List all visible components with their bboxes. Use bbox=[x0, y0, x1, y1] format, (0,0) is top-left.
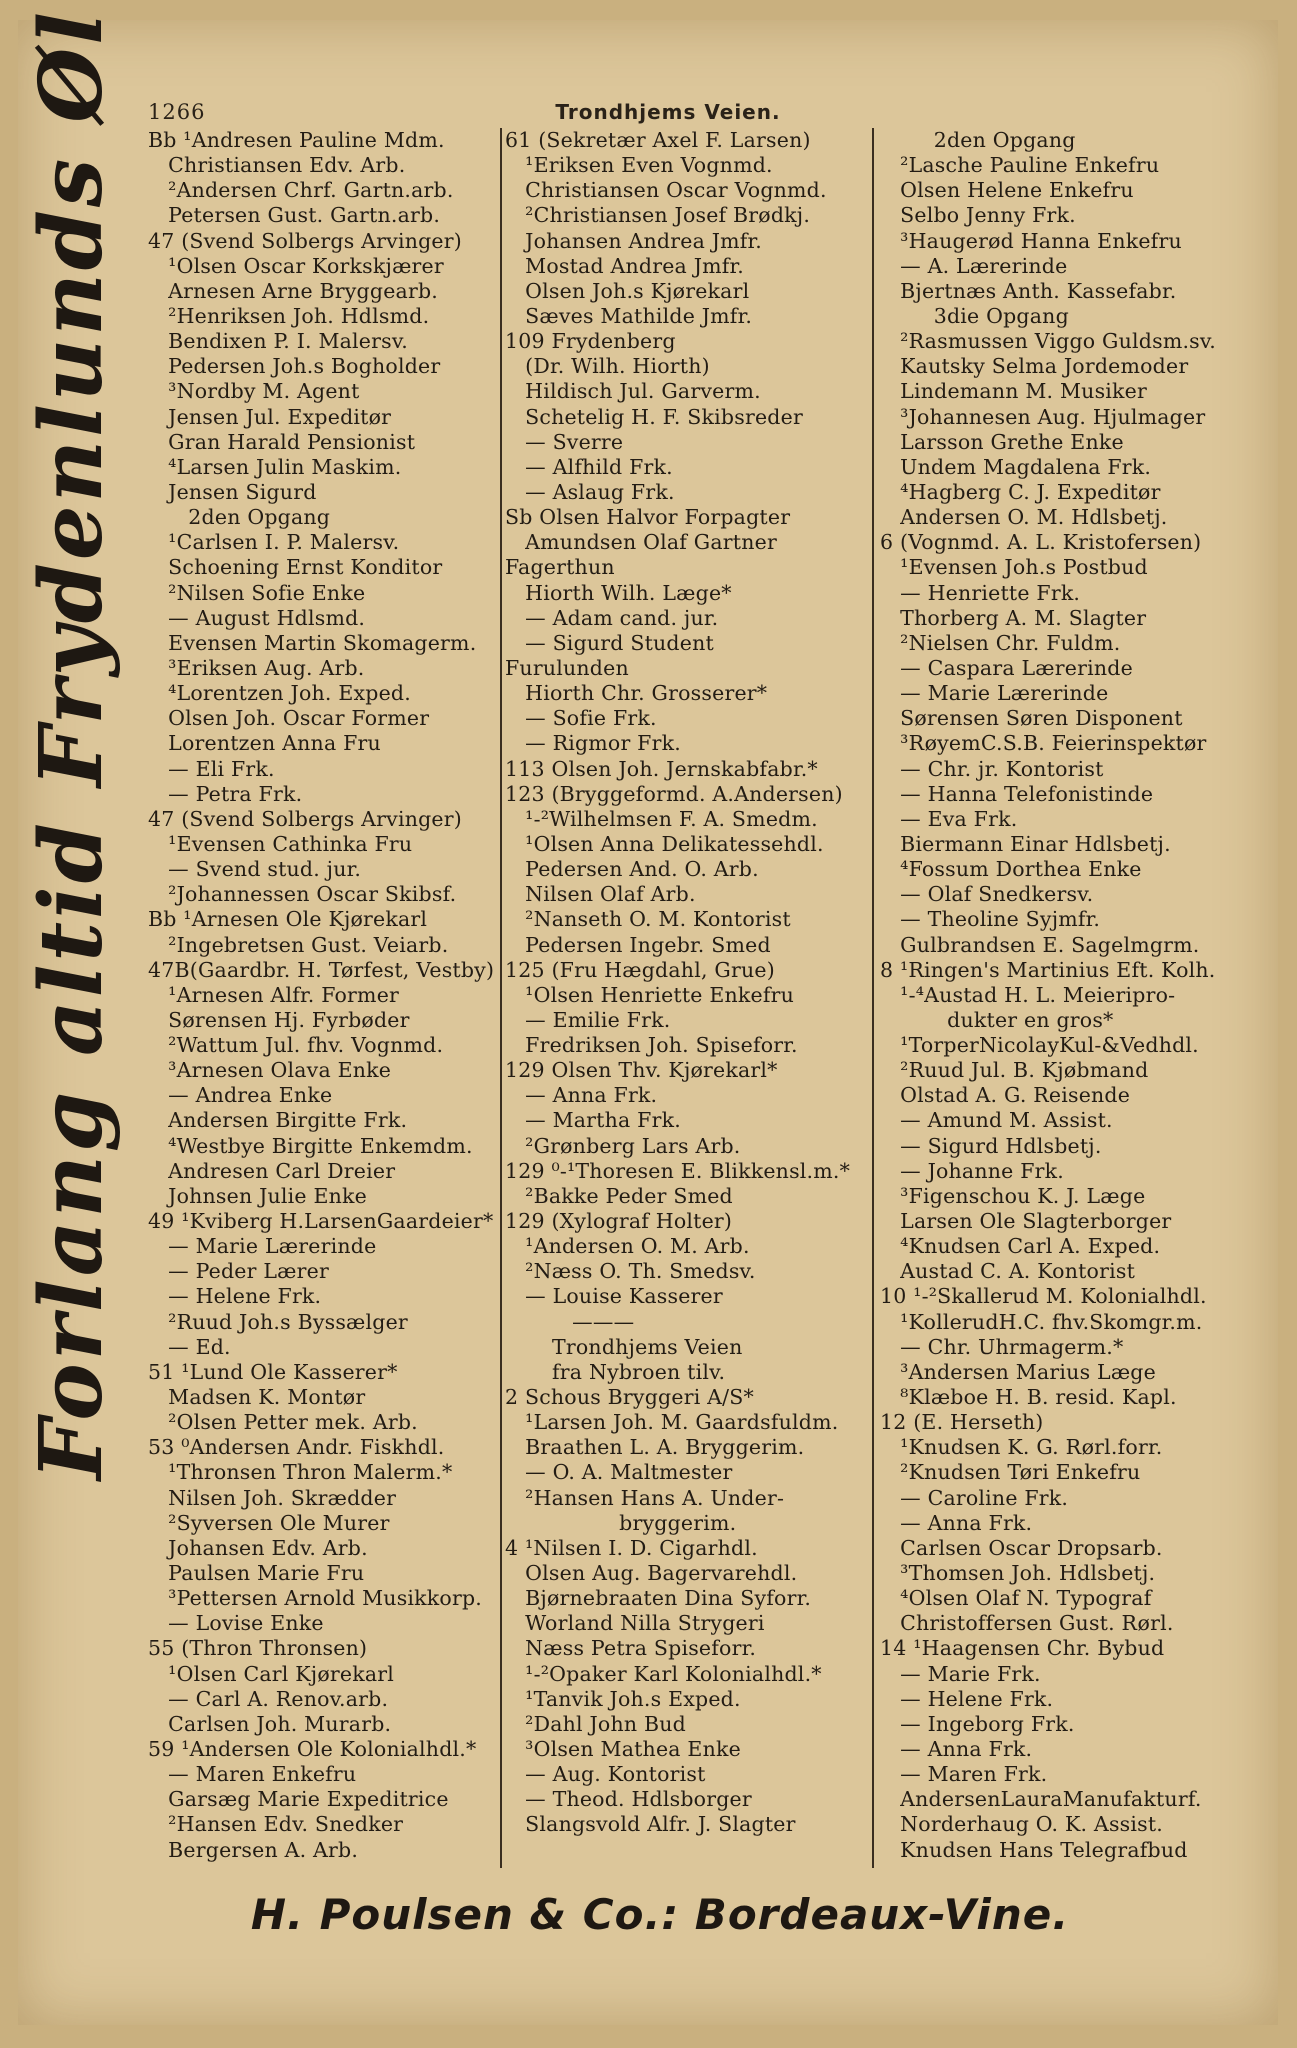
directory-entry: ¹Evensen Cathinka Fru bbox=[148, 831, 413, 856]
directory-entry: — Marie Lærerinde bbox=[148, 1234, 377, 1259]
directory-entry: ³Johannesen Aug. Hjulmager bbox=[880, 404, 1206, 429]
directory-entry: ⁴Larsen Julin Maskim. bbox=[148, 454, 402, 479]
directory-entry: 61 (Sekretær Axel F. Larsen) bbox=[505, 128, 811, 152]
directory-entry: Nilsen Joh. Skrædder bbox=[148, 1485, 397, 1510]
directory-entry: 129 (Xylograf Holter) bbox=[505, 1209, 733, 1234]
directory-entry: — Henriette Frk. bbox=[880, 580, 1081, 605]
directory-entry: 113 Olsen Joh. Jernskabfabr.* bbox=[505, 756, 818, 781]
directory-column-1 bbox=[148, 128, 496, 1863]
directory-entry: ²Nielsen Chr. Fuldm. bbox=[880, 630, 1121, 655]
directory-entry: Sb Olsen Halvor Forpagter bbox=[505, 505, 791, 530]
directory-entry: ⁴Olsen Olaf N. Typograf bbox=[880, 1586, 1152, 1611]
directory-entry: 59 ¹Andersen Ole Kolonialhdl.* bbox=[148, 1737, 477, 1761]
directory-entry: Bjørnebraaten Dina Syforr. bbox=[505, 1586, 812, 1611]
directory-entry: 49 ¹Kviberg H.LarsenGaardeier* bbox=[148, 1209, 494, 1234]
directory-entry: Arnesen Arne Bryggearb. bbox=[148, 278, 438, 303]
directory-entry: ¹Olsen Henriette Enkefru bbox=[505, 982, 795, 1007]
directory-entry: 47 (Svend Solbergs Arvinger) bbox=[148, 228, 462, 253]
directory-entry: — Alfhild Frk. bbox=[505, 454, 673, 479]
directory-entry: 47B(Gaardbr. H. Tørfest, Vestby) bbox=[148, 957, 495, 982]
directory-entry: Johnsen Julie Enke bbox=[148, 1183, 367, 1208]
directory-entry: Gran Harald Pensionist bbox=[148, 429, 416, 454]
directory-entry: ²Næss O. Th. Smedsv. bbox=[505, 1259, 756, 1284]
directory-entry: — Rigmor Frk. bbox=[505, 731, 681, 756]
directory-entry: Petersen Gust. Gartn.arb. bbox=[148, 203, 441, 228]
directory-entry: ²Ruud Jul. B. Kjøbmand bbox=[880, 1058, 1149, 1083]
directory-entry: ⁴Lorentzen Joh. Exped. bbox=[148, 681, 411, 706]
directory-entry: 2den Opgang bbox=[148, 505, 331, 530]
directory-entry: Undem Magdalena Frk. bbox=[880, 454, 1152, 479]
directory-entry: AndersenLauraManufakturf. bbox=[880, 1787, 1202, 1812]
directory-entry: — Chr. Uhrmagerm.* bbox=[880, 1334, 1124, 1359]
directory-entry: — Marie Lærerinde bbox=[880, 681, 1109, 706]
directory-entry: Nilsen Olaf Arb. bbox=[505, 882, 696, 907]
directory-entry: 8 ¹Ringen's Martinius Eft. Kolh. bbox=[880, 957, 1216, 982]
directory-entry: Schetelig H. F. Skibsreder bbox=[505, 404, 803, 429]
directory-entry: 47 (Svend Solbergs Arvinger) bbox=[148, 806, 462, 831]
directory-entry: Fagerthun bbox=[505, 555, 615, 580]
directory-column-3 bbox=[880, 128, 1250, 1863]
directory-entry: ——— bbox=[505, 1309, 635, 1334]
directory-entry: Sørensen Hj. Fyrbøder bbox=[148, 1007, 410, 1032]
directory-entry: Selbo Jenny Frk. bbox=[880, 203, 1076, 228]
directory-entry: 6 (Vognmd. A. L. Kristofersen) bbox=[880, 530, 1202, 555]
directory-entry: 14 ¹Haagensen Chr. Bybud bbox=[880, 1636, 1165, 1661]
directory-entry: — Sigurd Student bbox=[505, 630, 714, 655]
directory-entry: Christoffersen Gust. Rørl. bbox=[880, 1611, 1174, 1636]
directory-entry: ²Nilsen Sofie Enke bbox=[148, 580, 366, 605]
page-number: 1266 bbox=[148, 100, 206, 124]
directory-entry: Austad C. A. Kontorist bbox=[880, 1259, 1136, 1284]
directory-entry: ²Syversen Ole Murer bbox=[148, 1510, 390, 1535]
directory-entry: ¹Andersen O. M. Arb. bbox=[505, 1234, 750, 1259]
directory-entry: dukter en gros* bbox=[880, 1007, 1114, 1032]
directory-entry: Christiansen Edv. Arb. bbox=[148, 153, 406, 178]
directory-entry: 2den Opgang bbox=[880, 128, 1076, 152]
directory-entry: ¹-⁴Austad H. L. Meieripro- bbox=[880, 982, 1176, 1007]
directory-entry: Biermann Einar Hdlsbetj. bbox=[880, 831, 1171, 856]
directory-entry: Olsen Aug. Bagervarehdl. bbox=[505, 1561, 798, 1586]
directory-entry: 2 Schous Bryggeri A/S* bbox=[505, 1385, 754, 1410]
directory-entry: ²Henriksen Joh. Hdlsmd. bbox=[148, 303, 430, 328]
directory-entry: ²Christiansen Josef Brødkj. bbox=[505, 203, 811, 228]
directory-entry: Kautsky Selma Jordemoder bbox=[880, 354, 1189, 379]
directory-entry: Evensen Martin Skomagerm. bbox=[148, 630, 477, 655]
column-divider bbox=[872, 128, 874, 1868]
directory-entry: ⁸Klæboe H. B. resid. Kapl. bbox=[880, 1385, 1177, 1410]
directory-entry: — Olaf Snedkersv. bbox=[880, 882, 1094, 907]
directory-entry: Bb ¹Andresen Pauline Mdm. bbox=[148, 128, 445, 152]
directory-entry: Pedersen Ingebr. Smed bbox=[505, 932, 771, 957]
directory-entry: Carlsen Oscar Dropsarb. bbox=[880, 1535, 1163, 1560]
directory-entry: ²Ruud Joh.s Byssælger bbox=[148, 1309, 408, 1334]
directory-entry: — Eva Frk. bbox=[880, 806, 1018, 831]
directory-entry: ²Knudsen Tøri Enkefru bbox=[880, 1460, 1141, 1485]
directory-entry: Bendixen P. I. Malersv. bbox=[148, 329, 408, 354]
directory-entry: Johansen Edv. Arb. bbox=[148, 1535, 368, 1560]
directory-entry: Fredriksen Joh. Spiseforr. bbox=[505, 1033, 798, 1058]
directory-entry: Gulbrandsen E. Sagelmgrm. bbox=[880, 932, 1200, 957]
directory-entry: Hiorth Chr. Grosserer* bbox=[505, 681, 768, 706]
directory-entry: — Andrea Enke bbox=[148, 1083, 333, 1108]
directory-entry: 55 (Thron Thronsen) bbox=[148, 1636, 368, 1661]
directory-entry: — Anna Frk. bbox=[880, 1737, 1033, 1761]
directory-entry: 4 ¹Nilsen I. D. Cigarhdl. bbox=[505, 1535, 758, 1560]
directory-entry: 12 (E. Herseth) bbox=[880, 1410, 1044, 1435]
directory-entry: ²Johannessen Oscar Skibsf. bbox=[148, 882, 457, 907]
directory-entry: Slangsvold Alfr. J. Slagter bbox=[505, 1812, 796, 1837]
directory-entry: ³Thomsen Joh. Hdlsbetj. bbox=[880, 1561, 1156, 1586]
directory-entry: — August Hdlsmd. bbox=[148, 605, 366, 630]
directory-entry: 123 (Bryggeformd. A.Andersen) bbox=[505, 781, 843, 806]
directory-entry: — Aug. Kontorist bbox=[505, 1762, 706, 1787]
directory-entry: — Caroline Frk. bbox=[880, 1485, 1069, 1510]
bottom-advertisement: H. Poulsen & Co.: Bordeaux-Vine. bbox=[250, 1890, 1070, 1939]
directory-entry: ³Haugerød Hanna Enkefru bbox=[880, 228, 1182, 253]
directory-entry: — Amund M. Assist. bbox=[880, 1108, 1113, 1133]
directory-entry: Olsen Helene Enkefru bbox=[880, 178, 1134, 203]
directory-entry: — Marie Frk. bbox=[880, 1661, 1041, 1686]
directory-entry: Amundsen Olaf Gartner bbox=[505, 530, 777, 555]
directory-entry: — Adam cand. jur. bbox=[505, 605, 719, 630]
directory-entry: Bergersen A. Arb. bbox=[148, 1837, 359, 1862]
directory-entry: — Sverre bbox=[505, 429, 624, 454]
directory-entry: bryggerim. bbox=[505, 1510, 737, 1535]
directory-entry: ²Ingebretsen Gust. Veiarb. bbox=[148, 932, 449, 957]
directory-entry: ²Grønberg Lars Arb. bbox=[505, 1133, 741, 1158]
directory-entry: ²Hansen Edv. Snedker bbox=[148, 1812, 404, 1837]
directory-entry: ²Dahl John Bud bbox=[505, 1711, 686, 1736]
directory-entry: Trondhjems Veien bbox=[505, 1334, 743, 1359]
directory-entry: — Martha Frk. bbox=[505, 1108, 681, 1133]
directory-entry: Thorberg A. M. Slagter bbox=[880, 605, 1147, 630]
directory-entry: ²Lasche Pauline Enkefru bbox=[880, 153, 1160, 178]
directory-entry: Larsen Ole Slagterborger bbox=[880, 1209, 1172, 1234]
directory-entry: Madsen K. Montør bbox=[148, 1385, 366, 1410]
directory-entry: — Helene Frk. bbox=[148, 1284, 322, 1309]
directory-entry: — Petra Frk. bbox=[148, 781, 303, 806]
directory-entry: ³RøyemC.S.B. Feierinspektør bbox=[880, 731, 1207, 756]
directory-entry: ³Andersen Marius Læge bbox=[880, 1359, 1156, 1384]
directory-entry: ³Olsen Mathea Enke bbox=[505, 1737, 741, 1761]
directory-entry: Garsæg Marie Expeditrice bbox=[148, 1787, 449, 1812]
directory-entry: ¹Evensen Joh.s Postbud bbox=[880, 555, 1148, 580]
directory-entry: ²Wattum Jul. fhv. Vognmd. bbox=[148, 1033, 444, 1058]
directory-entry: — Emilie Frk. bbox=[505, 1007, 671, 1032]
directory-entry: ³Figenschou K. J. Læge bbox=[880, 1183, 1146, 1208]
directory-entry: — A. Lærerinde bbox=[880, 253, 1068, 278]
directory-entry: — Svend stud. jur. bbox=[148, 857, 362, 882]
directory-entry: Hiorth Wilh. Læge* bbox=[505, 580, 732, 605]
directory-entry: — Theod. Hdlsborger bbox=[505, 1787, 752, 1812]
directory-entry: Bjertnæs Anth. Kassefabr. bbox=[880, 278, 1177, 303]
directory-entry: Worland Nilla Strygeri bbox=[505, 1611, 765, 1636]
directory-entry: 125 (Fru Hægdahl, Grue) bbox=[505, 957, 775, 982]
directory-entry: fra Nybroen tilv. bbox=[505, 1359, 726, 1384]
directory-entry: ¹Larsen Joh. M. Gaardsfuldm. bbox=[505, 1410, 839, 1435]
directory-column-2 bbox=[505, 128, 867, 1838]
directory-entry: — Anna Frk. bbox=[880, 1510, 1033, 1535]
directory-entry: — Aslaug Frk. bbox=[505, 479, 675, 504]
side-advertisement: Forlang altid Frydenlunds Øl bbox=[21, 9, 122, 1480]
directory-entry: Norderhaug O. K. Assist. bbox=[880, 1812, 1164, 1837]
directory-entry: Andersen Birgitte Frk. bbox=[148, 1108, 408, 1133]
directory-entry: Schoening Ernst Konditor bbox=[148, 555, 443, 580]
directory-entry: ¹Knudsen K. G. Rørl.forr. bbox=[880, 1435, 1163, 1460]
directory-entry: Sæves Mathilde Jmfr. bbox=[505, 303, 753, 328]
directory-entry: 53 ⁰Andersen Andr. Fiskhdl. bbox=[148, 1435, 445, 1460]
directory-entry: — Chr. jr. Kontorist bbox=[880, 756, 1104, 781]
directory-entry: Jensen Jul. Expeditør bbox=[148, 404, 392, 429]
directory-entry: Braathen L. A. Bryggerim. bbox=[505, 1435, 805, 1460]
directory-entry: Paulsen Marie Fru bbox=[148, 1561, 365, 1586]
directory-entry: ⁴Knudsen Carl A. Exped. bbox=[880, 1234, 1161, 1259]
directory-entry: — Louise Kasserer bbox=[505, 1284, 723, 1309]
directory-entry: ⁴Fossum Dorthea Enke bbox=[880, 857, 1142, 882]
directory-entry: ¹Thronsen Thron Malerm.* bbox=[148, 1460, 453, 1485]
directory-entry: ¹-²Wilhelmsen F. A. Smedm. bbox=[505, 806, 818, 831]
directory-entry: Jensen Sigurd bbox=[148, 479, 317, 504]
directory-entry: — Peder Lærer bbox=[148, 1259, 329, 1284]
directory-entry: 3die Opgang bbox=[880, 303, 1069, 328]
directory-entry: — O. A. Maltmester bbox=[505, 1460, 733, 1485]
directory-entry: Sørensen Søren Disponent bbox=[880, 706, 1183, 731]
directory-entry: ³Arnesen Olava Enke bbox=[148, 1058, 392, 1083]
directory-entry: — Hanna Telefonistinde bbox=[880, 781, 1154, 806]
directory-entry: (Dr. Wilh. Hiorth) bbox=[505, 354, 710, 379]
directory-entry: ²Hansen Hans A. Under- bbox=[505, 1485, 785, 1510]
directory-entry: ²Olsen Petter mek. Arb. bbox=[148, 1410, 418, 1435]
directory-entry: Næss Petra Spiseforr. bbox=[505, 1636, 757, 1661]
directory-entry: Olsen Joh. Oscar Former bbox=[148, 706, 430, 731]
directory-entry: ²Rasmussen Viggo Guldsm.sv. bbox=[880, 329, 1216, 354]
directory-entry: — Maren Frk. bbox=[880, 1762, 1048, 1787]
directory-entry: Carlsen Joh. Murarb. bbox=[148, 1711, 392, 1736]
directory-entry: — Eli Frk. bbox=[148, 756, 275, 781]
directory-entry: 129 Olsen Thv. Kjørekarl* bbox=[505, 1058, 778, 1083]
directory-entry: ¹Eriksen Even Vognmd. bbox=[505, 153, 773, 178]
directory-entry: ²Bakke Peder Smed bbox=[505, 1183, 733, 1208]
directory-entry: Larsson Grethe Enke bbox=[880, 429, 1124, 454]
directory-entry: — Ingeborg Frk. bbox=[880, 1711, 1075, 1736]
directory-entry: ¹Tanvik Joh.s Exped. bbox=[505, 1686, 741, 1711]
directory-entry: ³Pettersen Arnold Musikkorp. bbox=[148, 1586, 482, 1611]
directory-entry: Mostad Andrea Jmfr. bbox=[505, 253, 745, 278]
directory-entry: Olstad A. G. Reisende bbox=[880, 1083, 1131, 1108]
directory-entry: Bb ¹Arnesen Ole Kjørekarl bbox=[148, 907, 428, 932]
directory-entry: — Sigurd Hdlsbetj. bbox=[880, 1133, 1102, 1158]
directory-entry: ¹Olsen Carl Kjørekarl bbox=[148, 1661, 395, 1686]
directory-entry: Knudsen Hans Telegrafbud bbox=[880, 1837, 1188, 1862]
directory-entry: Pedersen Joh.s Bogholder bbox=[148, 354, 441, 379]
directory-entry: ¹TorperNicolayKul-&Vedhdl. bbox=[880, 1033, 1199, 1058]
directory-entry: — Helene Frk. bbox=[880, 1686, 1054, 1711]
directory-entry: — Lovise Enke bbox=[148, 1611, 324, 1636]
page-title: Trondhjems Veien. bbox=[555, 100, 781, 124]
directory-entry: Christiansen Oscar Vognmd. bbox=[505, 178, 827, 203]
directory-entry: ¹KollerudH.C. fhv.Skomgr.m. bbox=[880, 1309, 1203, 1334]
directory-entry: — Maren Enkefru bbox=[148, 1762, 357, 1787]
directory-entry: ²Andersen Chrf. Gartn.arb. bbox=[148, 178, 454, 203]
directory-entry: ¹Olsen Anna Delikatessehdl. bbox=[505, 831, 824, 856]
directory-entry: — Anna Frk. bbox=[505, 1083, 658, 1108]
directory-entry: Pedersen And. O. Arb. bbox=[505, 857, 759, 882]
directory-entry: Andersen O. M. Hdlsbetj. bbox=[880, 505, 1168, 530]
directory-entry: — Ed. bbox=[148, 1334, 231, 1359]
directory-entry: ¹Olsen Oscar Korkskjærer bbox=[148, 253, 444, 278]
directory-entry: — Caspara Lærerinde bbox=[880, 655, 1133, 680]
directory-entry: Lindemann M. Musiker bbox=[880, 379, 1148, 404]
directory-entry: Olsen Joh.s Kjørekarl bbox=[505, 278, 750, 303]
directory-entry: ¹Arnesen Alfr. Former bbox=[148, 982, 400, 1007]
directory-entry: Hildisch Jul. Garverm. bbox=[505, 379, 761, 404]
directory-entry: 10 ¹-²Skallerud M. Kolonialhdl. bbox=[880, 1284, 1207, 1309]
directory-entry: ¹Carlsen I. P. Malersv. bbox=[148, 530, 400, 555]
directory-entry: — Carl A. Renov.arb. bbox=[148, 1686, 389, 1711]
directory-entry: 109 Frydenberg bbox=[505, 329, 676, 354]
directory-entry: Furulunden bbox=[505, 655, 629, 680]
directory-entry: ³Nordby M. Agent bbox=[148, 379, 360, 404]
directory-entry: ³Eriksen Aug. Arb. bbox=[148, 655, 365, 680]
directory-entry: — Sofie Frk. bbox=[505, 706, 657, 731]
directory-entry: Johansen Andrea Jmfr. bbox=[505, 228, 763, 253]
directory-entry: 51 ¹Lund Ole Kasserer* bbox=[148, 1359, 398, 1384]
directory-entry: ⁴Hagberg C. J. Expeditør bbox=[880, 479, 1161, 504]
directory-entry: ¹-²Opaker Karl Kolonialhdl.* bbox=[505, 1661, 822, 1686]
directory-entry: ²Nanseth O. M. Kontorist bbox=[505, 907, 791, 932]
directory-entry: Lorentzen Anna Fru bbox=[148, 731, 381, 756]
directory-entry: — Theoline Syjmfr. bbox=[880, 907, 1101, 932]
directory-entry: 129 ⁰-¹Thoresen E. Blikkensl.m.* bbox=[505, 1158, 851, 1183]
directory-entry: Andresen Carl Dreier bbox=[148, 1158, 396, 1183]
column-divider bbox=[500, 128, 502, 1868]
directory-entry: ⁴Westbye Birgitte Enkemdm. bbox=[148, 1133, 473, 1158]
directory-entry: — Johanne Frk. bbox=[880, 1158, 1064, 1183]
